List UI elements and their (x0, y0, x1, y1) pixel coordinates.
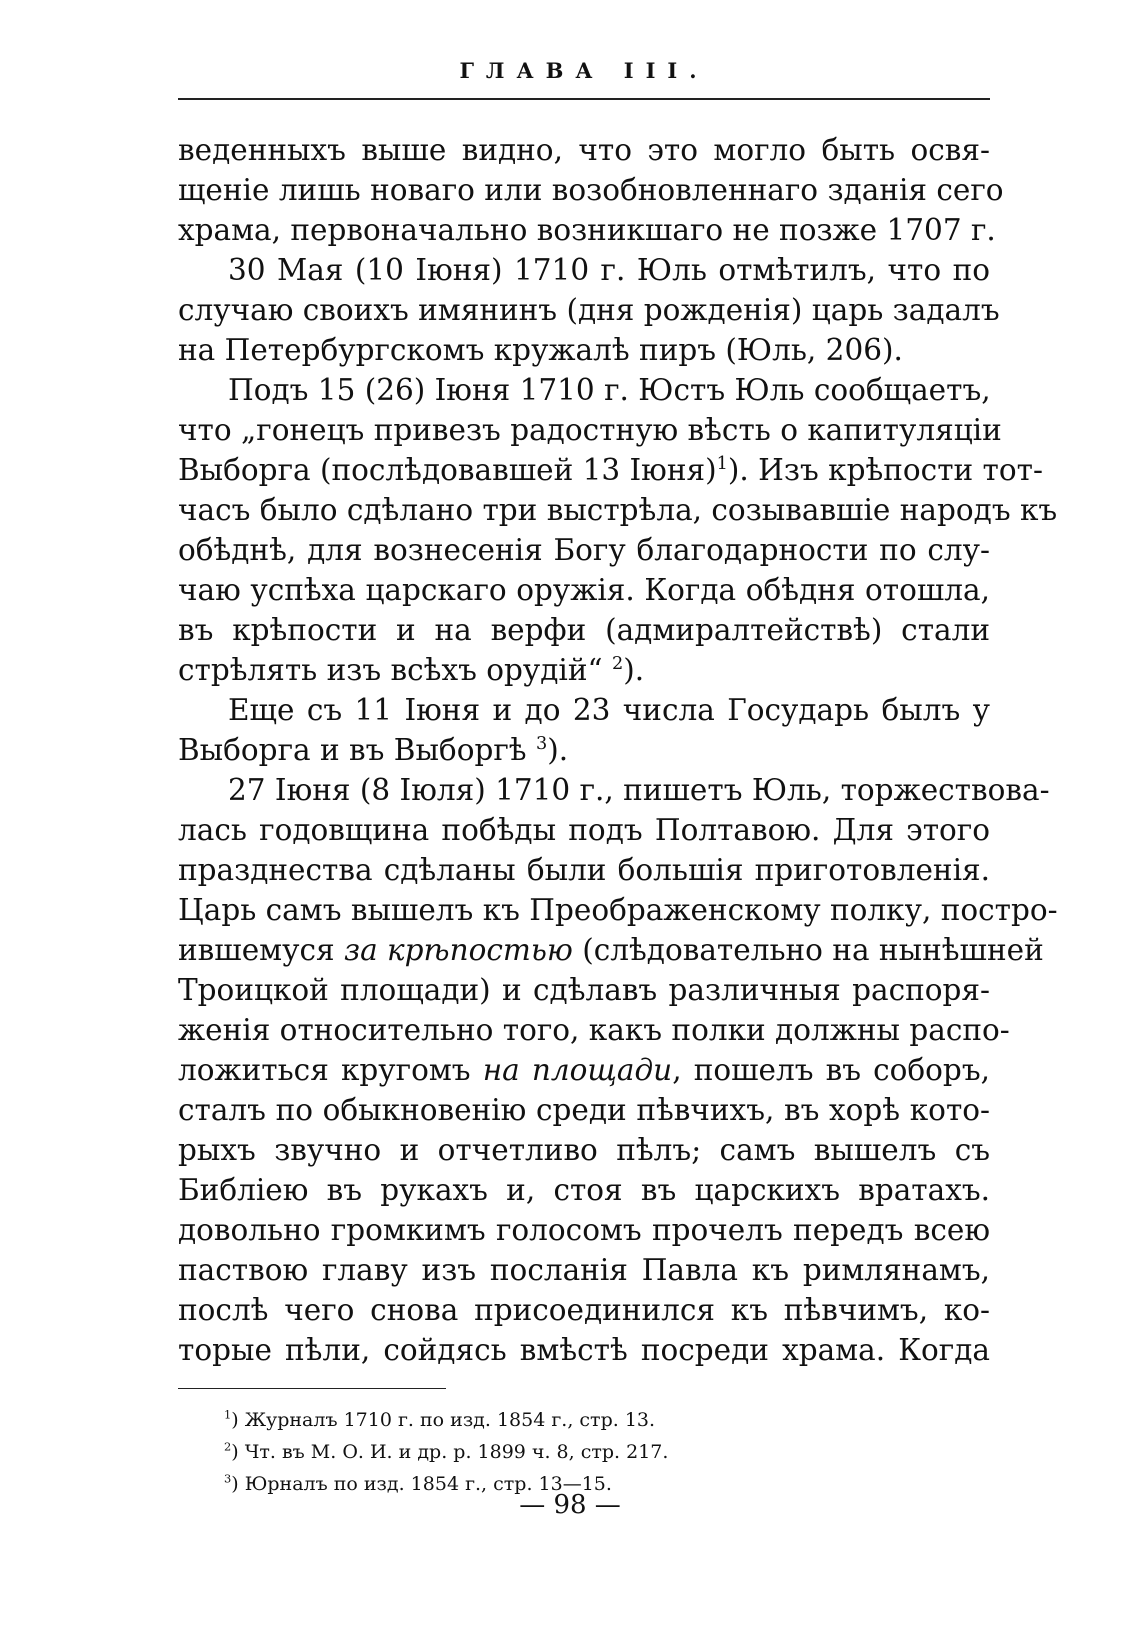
text-line (178, 730, 990, 770)
text-line (178, 930, 1044, 970)
text-line: празднества сдѣланы были большія приготовленія. (178, 853, 990, 887)
text-line: рыхъ звучно и отчетливо пѣлъ; самъ вышелъ съ (178, 1133, 990, 1167)
text-segment: ). Изъ крѣпости тот- (727, 453, 1043, 487)
text-line: сталъ по обыкновенію среди пѣвчихъ, въ хорѣ кото- (178, 1093, 990, 1127)
text-segment: ). (623, 653, 645, 687)
text-line: паствою главу изъ посланія Павла къ римлянамъ, (178, 1253, 990, 1287)
text-line: Подъ 15 (26) Іюня 1710 г. Юстъ Юль сообщаетъ, (228, 373, 991, 407)
text-segment: , пошелъ въ соборъ, (672, 1053, 990, 1087)
footnote-ref: 1 (716, 454, 728, 475)
footnote-divider (178, 1388, 446, 1389)
header-divider (178, 98, 990, 100)
italic-phrase: за крѣпостью (343, 933, 573, 967)
text-line: случаю своихъ имянинъ (дня рожденія) царь задалъ (178, 293, 1000, 327)
text-line: храма, первоначально возникшаго не позже 1707 г. (178, 213, 996, 247)
text-line: 30 Мая (10 Іюня) 1710 г. Юль отмѣтилъ, что по (228, 253, 990, 287)
text-line: Троицкой площади) и сдѣлавъ различныя распоря- (178, 973, 990, 1007)
text-line: торые пѣли, сойдясь вмѣстѣ посреди храма. Когда (178, 1333, 990, 1367)
text-segment: Выборга (послѣдовавшей 13 Іюня) (178, 453, 717, 487)
text-line: довольно громкимъ голосомъ прочелъ передъ всею (178, 1213, 990, 1247)
text-segment: (слѣдовательно на нынѣшней (582, 933, 1044, 967)
text-line: Еще съ 11 Іюня и до 23 числа Государь былъ у (228, 693, 990, 727)
footnote (224, 1436, 924, 1468)
text-line: женія относительно того, какъ полки должны распо- (178, 1013, 1010, 1047)
body-text (178, 130, 1058, 1370)
text-line (178, 1050, 990, 1090)
text-line: чаю успѣха царскаго оружія. Когда обѣдня отошла, (178, 573, 990, 607)
text-line (178, 650, 990, 690)
text-line: что „гонецъ привезъ радостную вѣсть о капитуляціи (178, 413, 1002, 447)
text-line: часъ было сдѣлано три выстрѣла, созывавшіе народъ къ (178, 493, 1058, 527)
italic-phrase: на площади (482, 1053, 673, 1087)
footnote-mark: 3 (224, 1471, 232, 1486)
footnote-ref: 2 (611, 654, 624, 675)
text-segment: Выборга и въ Выборгѣ (178, 733, 527, 767)
footnote-mark: 1 (224, 1407, 232, 1422)
text-line: веденныхъ выше видно, что это могло быть освя- (178, 133, 990, 167)
footnote-text: ) Чт. въ М. О. И. и др. р. 1899 ч. 8, стр. 217. (231, 1441, 669, 1463)
text-line: на Петербургскомъ кружалѣ пиръ (Юль, 206). (178, 333, 903, 367)
text-segment: ложиться кругомъ (178, 1053, 471, 1087)
footnote-ref: 3 (535, 734, 548, 755)
text-line: лась годовщина побѣды подъ Полтавою. Для этого (178, 813, 990, 847)
footnote (224, 1404, 924, 1436)
text-segment: стрѣлять изъ всѣхъ орудій“ (178, 653, 603, 687)
text-line: послѣ чего снова присоединился къ пѣвчимъ, ко- (178, 1293, 990, 1327)
text-segment: ). (547, 733, 569, 767)
text-line: Библіею въ рукахъ и, стоя въ царскихъ вратахъ. (178, 1173, 990, 1207)
text-line: обѣднѣ, для вознесенія Богу благодарности по слу- (178, 533, 990, 567)
text-line: щеніе лишь новаго или возобновленнаго зданія сего (178, 173, 1004, 207)
footnote-text: ) Журналъ 1710 г. по изд. 1854 г., стр. 13. (231, 1409, 656, 1431)
text-line: Царь самъ вышелъ къ Преображенскому полку, постро- (178, 893, 1058, 927)
text-segment: ившемуся (178, 933, 335, 967)
text-line (178, 450, 1043, 490)
text-line: въ крѣпости и на верфи (адмиралтействѣ) стали (178, 613, 990, 647)
text-line: 27 Іюня (8 Іюля) 1710 г., пишетъ Юль, торжествова- (228, 773, 1050, 807)
footnote-mark: 2 (224, 1439, 232, 1454)
footnotes (224, 1404, 924, 1500)
footnote-text: ) Юрналъ по изд. 1854 г., стр. 13—15. (231, 1473, 612, 1495)
page-number: — 98 — (519, 1490, 621, 1520)
chapter-header: ГЛАВА III. (459, 58, 709, 83)
